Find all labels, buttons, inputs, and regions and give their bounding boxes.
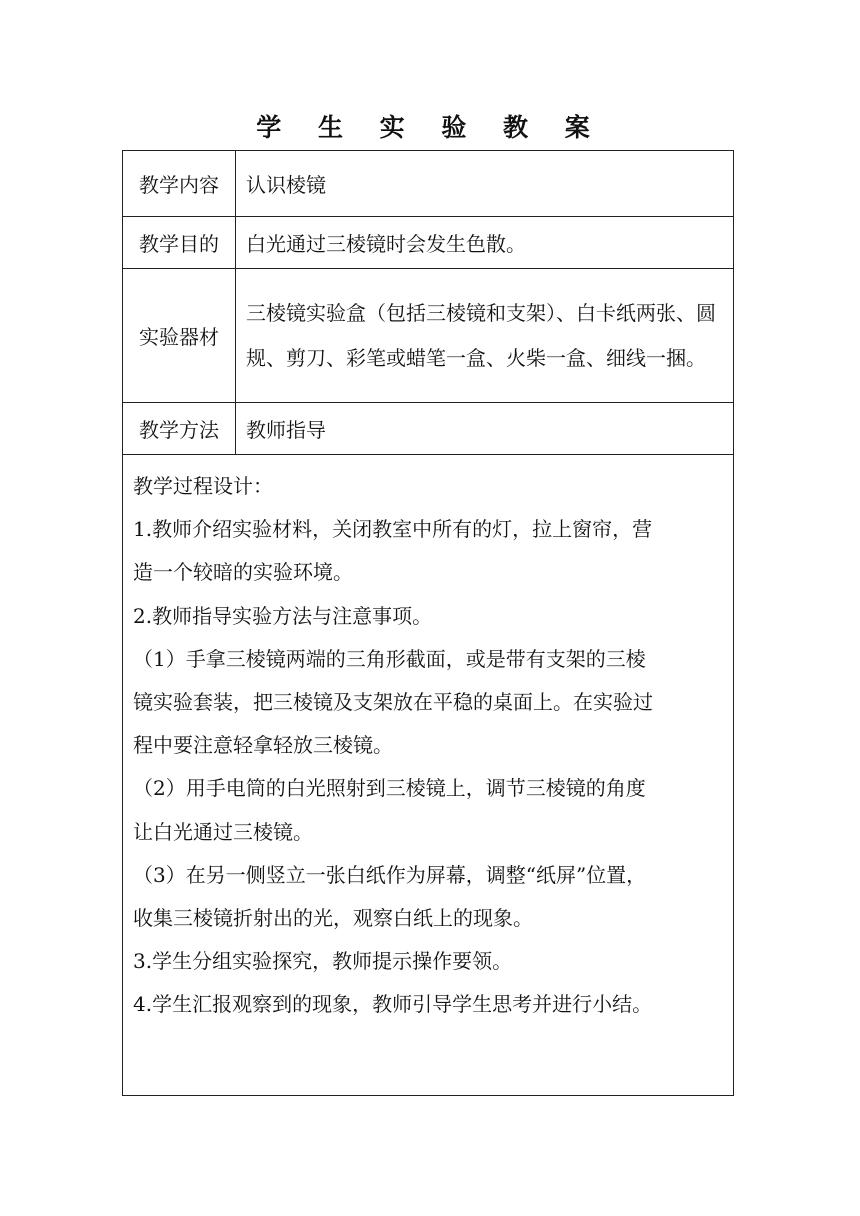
table-row-materials (123, 269, 734, 403)
teaching-method-label: 教学方法 (123, 403, 236, 455)
process-heading: 教学过程设计： (133, 474, 273, 498)
process-line: 镜实验套装，把三棱镜及支架放在平稳的桌面上。在实验过 (133, 690, 653, 715)
teaching-content-label: 教学内容 (123, 151, 236, 217)
process-line: 3.学生分组实验探究，教师提示操作要领。 (133, 949, 513, 974)
table-row-teaching-method (123, 403, 734, 455)
table-row-process (123, 455, 734, 1096)
process-line: 程中要注意轻拿轻放三棱镜。 (133, 733, 393, 758)
document-title: 学 生 实 验 教 案 (256, 113, 604, 142)
lesson-plan-table (122, 150, 734, 1096)
process-line: 收集三棱镜折射出的光，观察白纸上的现象。 (133, 906, 533, 931)
teaching-goal-label: 教学目的 (123, 217, 236, 269)
teaching-method-value: 教师指导 (236, 403, 734, 455)
table-row-teaching-goal (123, 217, 734, 269)
process-line: 让白光通过三棱镜。 (133, 819, 313, 844)
teaching-goal-value: 白光通过三棱镜时会发生色散。 (236, 217, 734, 269)
process-line: 4.学生汇报观察到的现象，教师引导学生思考并进行小结。 (133, 992, 653, 1017)
teaching-content-value: 认识棱镜 (236, 151, 734, 217)
process-line: 造一个较暗的实验环境。 (133, 560, 353, 585)
materials-label: 实验器材 (123, 269, 236, 403)
process-line: 1.教师介绍实验材料，关闭教室中所有的灯，拉上窗帘，营 (133, 517, 653, 542)
process-design-cell (123, 455, 734, 1096)
process-line: （1）手拿三棱镜两端的三角形截面，或是带有支架的三棱 (133, 646, 646, 671)
process-line: （2）用手电筒的白光照射到三棱镜上，调节三棱镜的角度 (133, 776, 646, 801)
process-line: （3）在另一侧竖立一张白纸作为屏幕，调整“纸屏”位置， (133, 862, 647, 887)
materials-value: 三棱镜实验盒（包括三棱镜和支架）、白卡纸两张、圆规、剪刀、彩笔或蜡笔一盒、火柴一盒、细线一捆。 (236, 269, 734, 403)
process-line: 2.教师指导实验方法与注意事项。 (133, 603, 433, 628)
table-row-teaching-content (123, 151, 734, 217)
